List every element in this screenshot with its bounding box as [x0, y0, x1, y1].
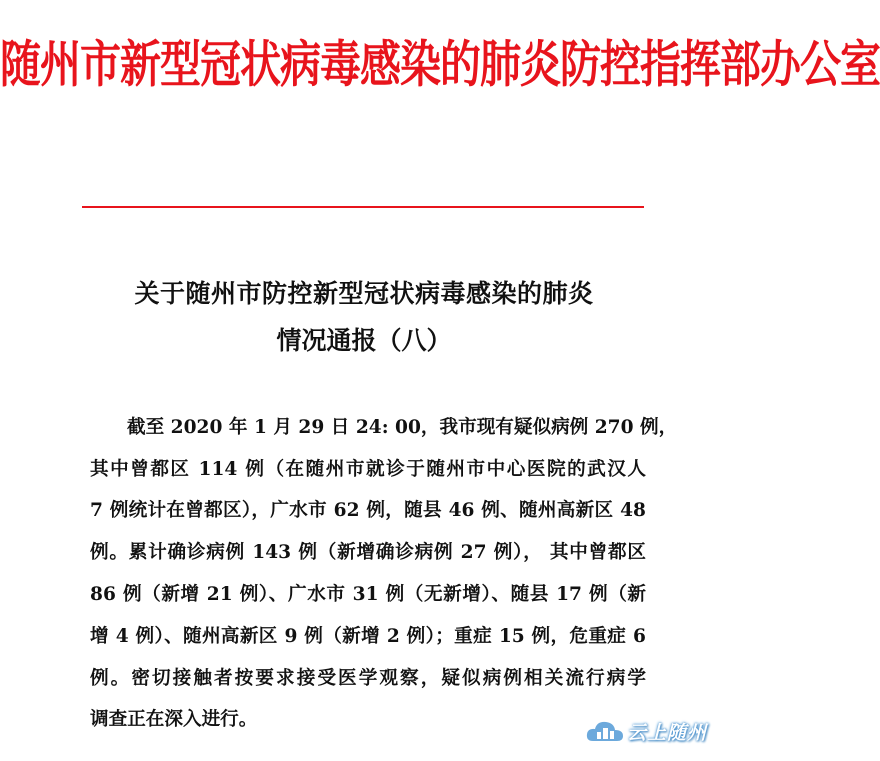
- document-title-line-1: 关于随州市防控新型冠状病毒感染的肺炎: [134, 279, 594, 308]
- body-line-8: 调查正在深入进行。: [90, 709, 258, 730]
- header-divider-rule: [82, 206, 644, 208]
- body-line-3: 7 例统计在曾都区），广水市 62 例，随县 46 例、随州高新区 48: [90, 500, 646, 521]
- issuing-office-title: 随州市新型冠状病毒感染的肺炎防控指挥部办公室: [0, 35, 880, 94]
- watermark-text: 云上随州: [627, 721, 708, 744]
- body-line-5: 86 例（新增 21 例）、广水市 31 例（无新增）、随县 17 例（新: [90, 584, 646, 605]
- body-line-2: 其中曾都区 114 例（在随州市就诊于随州市中心医院的武汉人: [90, 459, 646, 480]
- body-line-4: 例。累计确诊病例 143 例（新增确诊病例 27 例）， 其中曾都区: [90, 542, 646, 563]
- app-watermark: [585, 716, 707, 746]
- body-line-6: 增 4 例）、随州高新区 9 例（新增 2 例）；重症 15 例，危重症 6: [90, 626, 646, 647]
- body-line-7: 例。密切接触者按要求接受医学观察，疑似病例相关流行病学: [90, 668, 646, 689]
- body-line-1: 截至 2020 年 1 月 29 日 24: 00，我市现有疑似病例 270 例，: [127, 417, 678, 438]
- document-title-line-2: 情况通报（八）: [276, 326, 452, 355]
- cloud-city-icon: [585, 717, 625, 745]
